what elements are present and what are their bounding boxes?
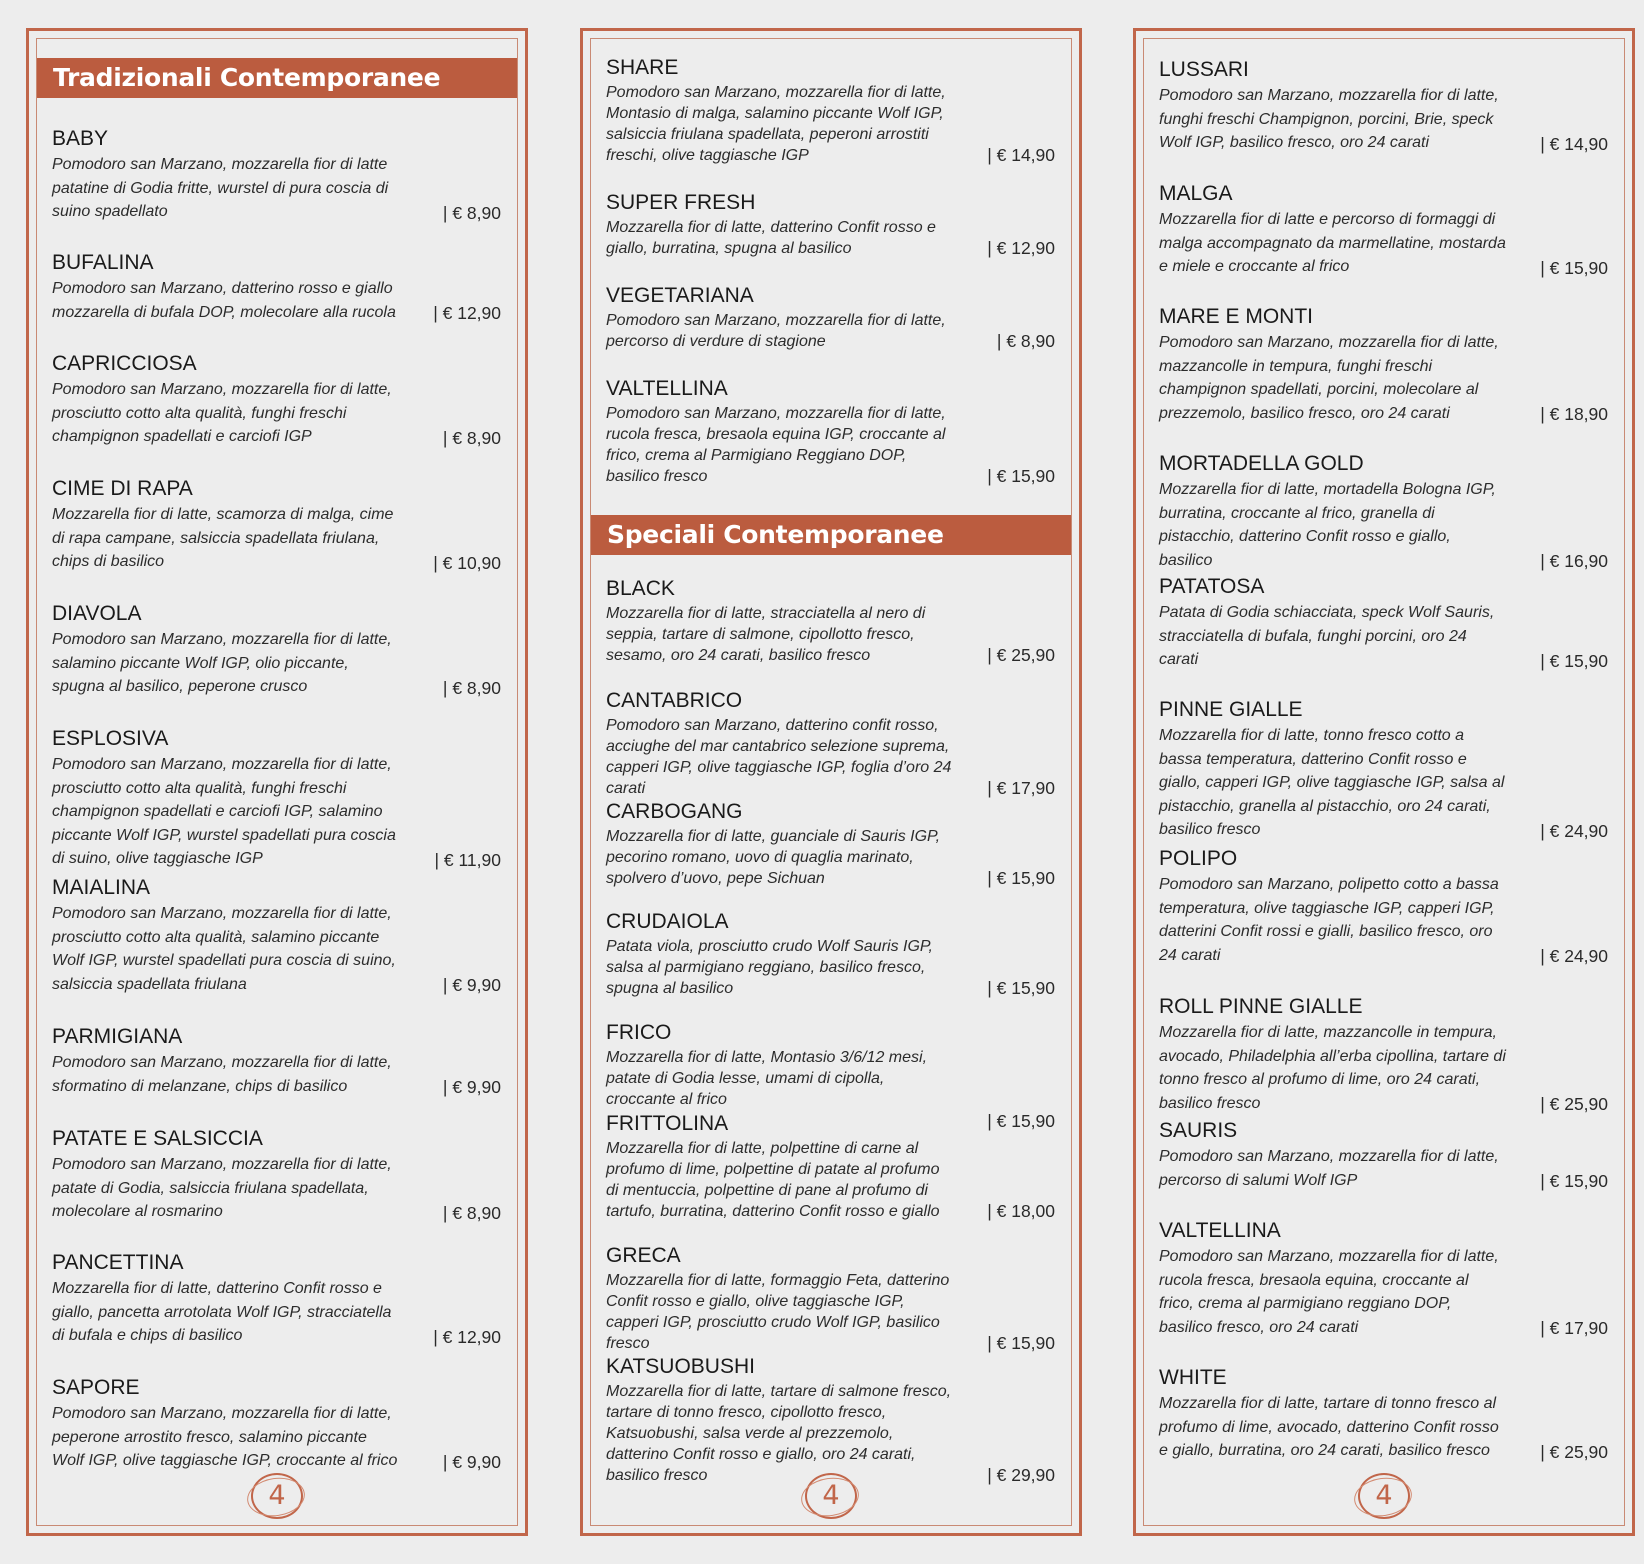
item-name: VALTELLINA (1159, 1219, 1281, 1242)
item-name: MARE E MONTI (1159, 305, 1314, 328)
item-description: Pomodoro san Marzano, mozzarella fior di latte, percorso di verdure di stagione (606, 312, 946, 350)
item-description: Pomodoro san Marzano, datterino confit rosso, acciughe del mar cantabrico selezione suprema, capperi IGP, olive taggiasche IGP, foglia d’oro 24 carati (606, 717, 952, 797)
menu-item (1159, 303, 1608, 425)
item-description: Mozzarella fior di latte, datterino Confit rosso e giallo, pancetta arrotolata Wolf IGP, stracciatella di bufala e chips di basilico (52, 1280, 392, 1344)
item-description: Pomodoro san Marzano, datterino rosso e giallo mozzarella di bufala DOP, molecolare alla rucola (52, 280, 396, 321)
item-description: Pomodoro san Marzano, mozzarella fior di latte, peperone arrostito fresco, salamino piccante Wolf IGP, olive taggiasche IGP, croccante al frico (52, 1405, 398, 1469)
item-name: PATATE E SALSICCIA (52, 1127, 263, 1150)
menu-item (606, 1242, 1055, 1354)
item-price: | € 12,90 (987, 238, 1055, 258)
item-name: POLIPO (1159, 847, 1238, 870)
menu-item (1159, 1217, 1608, 1339)
menu-item (52, 1125, 501, 1224)
item-name: VALTELLINA (606, 377, 728, 400)
item-price: | € 14,90 (1540, 133, 1608, 154)
item-name: CANTABRICO (606, 689, 743, 712)
item-name: CRUDAIOLA (606, 910, 729, 933)
item-description: Pomodoro san Marzano, polipetto cotto a bassa temperatura, olive taggiasche IGP, capperi IGP, datterini Confit rossi e gialli, basilico fresco, oro 24 carati (1159, 876, 1499, 964)
item-price: | € 9,90 (442, 1451, 501, 1472)
item-price: | € 25,90 (987, 645, 1055, 665)
item-price: | € 15,90 (1540, 257, 1608, 278)
item-name: PATATOSA (1159, 575, 1265, 598)
menu-item (606, 798, 1055, 889)
item-description: Mozzarella fior di latte e percorso di formaggi di malga accompagnato da marmellatine, mostarda e miele e croccante al frico (1159, 211, 1506, 275)
menu-panel-middle (580, 28, 1082, 1536)
item-name: CARBOGANG (606, 800, 743, 823)
item-price: | € 15,90 (987, 978, 1055, 998)
menu-item (1159, 1117, 1608, 1192)
item-price: | € 18,90 (1540, 404, 1608, 424)
menu-item (606, 375, 1055, 487)
section-header-tradizionali: Tradizionali Contemporanee (37, 58, 517, 98)
item-name: MORTADELLA GOLD (1159, 452, 1364, 475)
item-description: Pomodoro san Marzano, mozzarella fior di latte patatine di Godia fritte, wurstel di pura coscia di suino spadellato (52, 156, 389, 220)
item-name: ESPLOSIVA (52, 727, 169, 750)
item-price: | € 25,90 (1540, 1441, 1608, 1462)
item-price: | € 24,90 (1540, 946, 1608, 966)
item-name: MAIALINA (52, 876, 151, 899)
menu-item (52, 1023, 501, 1098)
item-description: Pomodoro san Marzano, mozzarella fior di latte, mazzancolle in tempura, funghi freschi champignon spadellati, porcini, molecolare al prezzemolo, basilico fresco, oro 24 carati (1159, 334, 1499, 422)
item-name: VEGETARIANA (606, 284, 754, 307)
item-price: | € 11,90 (434, 849, 501, 870)
menu-item (606, 54, 1055, 166)
item-description: Pomodoro san Marzano, mozzarella fior di latte, Montasio di malga, salamino piccante Wolf IGP, salsiccia friulana spadellata, peperoni arrostiti freschi, olive taggiasche IGP (606, 84, 946, 164)
item-name: SUPER FRESH (606, 191, 756, 214)
menu-panel-left (26, 28, 528, 1536)
item-price: | € 29,90 (987, 1465, 1055, 1485)
item-description: Patata viola, prosciutto crudo Wolf Sauris IGP, salsa al parmigiano reggiano, basilico fresco, spugna al basilico (606, 938, 933, 997)
item-name: BABY (52, 127, 109, 150)
item-description: Pomodoro san Marzano, mozzarella fior di latte, rucola fresca, bresaola equina IGP, croccante al frico, crema al Parmigiano Reggiano DOP, basilico fresco (606, 405, 946, 485)
item-name: MALGA (1159, 182, 1233, 205)
menu-item (1159, 450, 1608, 572)
item-description: Mozzarella fior di latte, formaggio Feta, datterino Confit rosso e giallo, olive taggiasche IGP, capperi IGP, prosciutto crudo Wolf IGP, basilico fresco (606, 1272, 950, 1352)
item-description: Pomodoro san Marzano, mozzarella fior di latte, salamino piccante Wolf IGP, olio piccante, spugna al basilico, peperone crusco (52, 631, 392, 695)
menu-item (52, 874, 501, 996)
item-description: Pomodoro san Marzano, mozzarella fior di latte, prosciutto cotto alta qualità, salamino piccante Wolf IGP, wurstel spadellati pura coscia di suino, salsiccia spadellata friulana (52, 905, 396, 993)
item-name: GRECA (606, 1244, 681, 1267)
item-price: | € 17,90 (987, 778, 1055, 798)
item-price: | € 25,90 (1540, 1094, 1608, 1114)
menu-item (52, 249, 501, 324)
item-price: | € 8,90 (442, 427, 501, 448)
item-name: SAURIS (1159, 1119, 1238, 1142)
item-description: Pomodoro san Marzano, mozzarella fior di latte, rucola fresca, bresaola equina, croccante al frico, crema al parmigiano reggiano DOP, basilico fresco, oro 24 carati (1159, 1248, 1499, 1336)
menu-item (52, 125, 501, 224)
item-name: SHARE (606, 56, 679, 79)
item-description: Pomodoro san Marzano, mozzarella fior di latte, percorso di salumi Wolf IGP (1159, 1148, 1499, 1189)
item-name: BLACK (606, 577, 675, 600)
item-description: Mozzarella fior di latte, stracciatella al nero di seppia, tartare di salmone, cipollotto fresco, sesamo, oro 24 carati, basilico fresco (606, 605, 926, 664)
item-name: CAPRICCIOSA (52, 352, 197, 375)
item-price: | € 9,90 (442, 1077, 501, 1097)
menu-item (606, 1353, 1055, 1486)
item-price: | € 24,90 (1540, 820, 1608, 841)
item-description: Pomodoro san Marzano, mozzarella fior di latte, sformatino di melanzane, chips di basilico (52, 1054, 392, 1095)
item-price: | € 15,90 (987, 466, 1055, 486)
item-description: Patata di Godia schiacciata, speck Wolf Sauris, stracciatella di bufala, funghi porcini, oro 24 carati (1159, 604, 1495, 668)
menu-item (52, 350, 501, 449)
item-description: Mozzarella fior di latte, guanciale di Sauris IGP, pecorino romano, uovo di quaglia marinato, spolvero d’uovo, pepe Sichuan (606, 828, 941, 887)
item-name: SAPORE (52, 1376, 140, 1399)
item-description: Mozzarella fior di latte, mazzancolle in tempura, avocado, Philadelphia all’erba cipollina, tartare di tonno fresco al profumo di lime, oro 24 carati, basilico fresco (1159, 1024, 1506, 1112)
menu-item (606, 575, 1055, 666)
item-price: | € 10,90 (433, 552, 501, 573)
item-description: Mozzarella fior di latte, polpettine di carne al profumo di lime, polpettine di patate al profumo di mentuccia, polpettine di pane al profumo di tartufo, burratina, datterino Confit rosso e giallo (606, 1140, 940, 1220)
menu-item (1159, 696, 1608, 842)
menu-item (52, 1374, 501, 1473)
item-price: | € 17,90 (1540, 1318, 1608, 1338)
item-description: Pomodoro san Marzano, mozzarella fior di latte, prosciutto cotto alta qualità, funghi freschi champignon spadellati e carciofi IGP, salamino piccante Wolf IGP, wurstel spadellati pura coscia di suino, olive taggiasche IGP (52, 756, 396, 867)
menu-item (606, 687, 1055, 799)
item-name: BUFALINA (52, 251, 154, 274)
item-price: | € 8,90 (442, 1202, 501, 1223)
menu-item (1159, 573, 1608, 672)
menu-item (1159, 1364, 1608, 1463)
panel-inner-border (1143, 38, 1625, 1526)
section-header-speciali: Speciali Contemporanee (591, 515, 1071, 555)
menu-panel-right (1133, 28, 1635, 1536)
menu-item (1159, 993, 1608, 1115)
item-name: FRITTOLINA (606, 1112, 729, 1135)
panel-inner-border (590, 38, 1072, 1526)
menu-item (606, 908, 1055, 999)
page-number-badge: 4 (805, 1473, 857, 1519)
item-price: | € 18,00 (987, 1201, 1055, 1221)
item-name: WHITE (1159, 1366, 1227, 1389)
item-name: PINNE GIALLE (1159, 698, 1303, 721)
item-price: | € 12,90 (433, 303, 501, 323)
item-price: | € 15,90 (1540, 650, 1608, 671)
item-description: Mozzarella fior di latte, tonno fresco cotto a bassa temperatura, datterino Confit rosso e giallo, capperi IGP, olive taggiasche IGP, salsa al pistacchio, granella al pistacchio, oro 24 carati, basilico fresco (1159, 727, 1505, 838)
item-description: Mozzarella fior di latte, datterino Confit rosso e giallo, burratina, spugna al basilico (606, 219, 936, 257)
item-name: PARMIGIANA (52, 1025, 183, 1048)
menu-item (606, 282, 1055, 352)
item-name: CIME DI RAPA (52, 477, 193, 500)
menu-item (1159, 180, 1608, 279)
item-name: ROLL PINNE GIALLE (1159, 995, 1363, 1018)
menu-item (1159, 56, 1608, 155)
item-description: Mozzarella fior di latte, tartare di salmone fresco, tartare di tonno fresco, cipollotto fresco, Katsuobushi, salsa verde al prezzemolo, datterino Confit rosso e giallo, oro 24 carati, basilico fresco (606, 1383, 952, 1484)
item-price: | € 15,90 (987, 868, 1055, 888)
page-number-badge: 4 (1358, 1473, 1410, 1519)
item-description: Mozzarella fior di latte, tartare di tonno fresco al profumo di lime, avocado, datterino Confit rosso e giallo, burratina, oro 24 carati, basilico fresco (1159, 1395, 1499, 1459)
item-name: DIAVOLA (52, 602, 142, 625)
item-name: LUSSARI (1159, 58, 1249, 81)
item-price: | € 9,90 (442, 975, 501, 995)
menu-item (606, 189, 1055, 259)
item-price: | € 8,90 (996, 331, 1055, 351)
item-price: | € 8,90 (442, 202, 501, 223)
item-price: | € 8,90 (442, 677, 501, 698)
item-name: KATSUOBUSHI (606, 1355, 755, 1378)
item-price: | € 12,90 (433, 1326, 501, 1347)
page-number-badge: 4 (251, 1473, 303, 1519)
item-description: Pomodoro san Marzano, mozzarella fior di latte, funghi freschi Champignon, porcini, Brie, speck Wolf IGP, basilico fresco, oro 24 carati (1159, 87, 1499, 151)
item-price: | € 15,90 (987, 1333, 1055, 1353)
item-price: | € 15,90 (1540, 1171, 1608, 1191)
item-description: Mozzarella fior di latte, scamorza di malga, cime di rapa campane, salsiccia spadellata friulana, chips di basilico (52, 506, 394, 570)
item-price: | € 15,90 (987, 1111, 1055, 1131)
menu-item (52, 600, 501, 699)
menu-item (52, 725, 501, 871)
menu-item (52, 1249, 501, 1348)
item-description: Mozzarella fior di latte, Montasio 3/6/12 mesi, patate di Godia lesse, umami di cipolla, croccante al frico (606, 1049, 928, 1108)
item-price: | € 14,90 (987, 145, 1055, 165)
menu-item (606, 1110, 1055, 1222)
item-description: Mozzarella fior di latte, mortadella Bologna IGP, burratina, croccante al frico, granella di pistacchio, datterino Confit rosso e giallo, basilico (1159, 481, 1496, 569)
item-name: FRICO (606, 1021, 672, 1044)
item-description: Pomodoro san Marzano, mozzarella fior di latte, prosciutto cotto alta qualità, funghi freschi champignon spadellati e carciofi IGP (52, 381, 392, 445)
menu-item (52, 475, 501, 574)
panel-inner-border (36, 38, 518, 1526)
item-description: Pomodoro san Marzano, mozzarella fior di latte, patate di Godia, salsiccia friulana spadellata, molecolare al rosmarino (52, 1156, 392, 1220)
menu-item (1159, 845, 1608, 967)
item-name: PANCETTINA (52, 1251, 184, 1274)
item-price: | € 16,90 (1540, 551, 1608, 571)
